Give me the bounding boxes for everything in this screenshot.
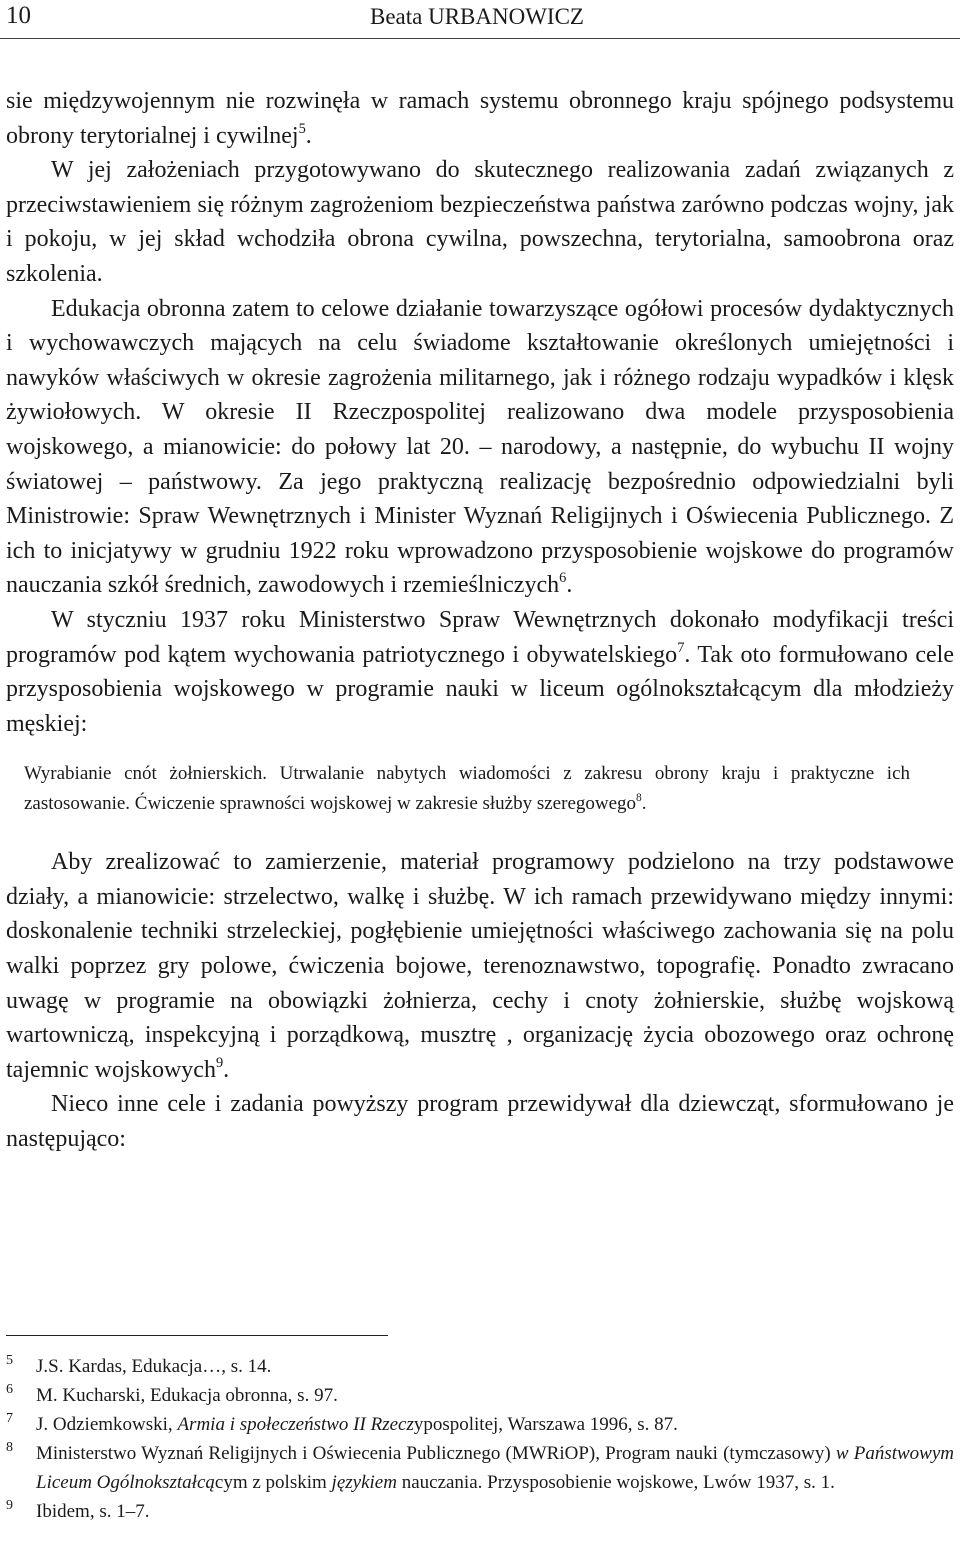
footnote-text-rest: nauczania. Przysposobienie wojskowe, Lwów 1937, s. 1.	[396, 1472, 835, 1493]
footnote-number: 8	[6, 1440, 13, 1455]
footnote-ref-7: 7	[677, 639, 685, 656]
paragraph-1-end: .	[305, 122, 312, 149]
block-quote-text: Wyrabianie cnót żołnierskich. Utrwalanie nabytych wiadomości z zakresu obrony kraju i praktyczne ich zastosowanie. Ćwiczenie sprawności wojskowej w zakresie służby szeregowego	[24, 763, 910, 815]
footnote-7	[6, 1410, 954, 1439]
footnote-text-rest: ypospolitej, Warszawa 1996, s. 87.	[413, 1414, 678, 1435]
paragraph-3-end: .	[566, 572, 573, 599]
paragraph-4	[6, 603, 954, 741]
paragraph-1-text: sie międzywojennym nie rozwinęła w ramach systemu obronnego kraju spójnego podsystemu obrony terytorialnej i cywilnej	[6, 88, 954, 149]
paragraph-2: W jej założeniach przygotowywano do skutecznego realizowania zadań związanych z przeciwstawieniem się różnym zagrożeniom bezpieczeństwa państwa zarówno podczas wojny, jak i pokoju, w jej skład wchodziła obrona cywilna, powszechna, terytorialna, samoobrona oraz szkolenia.	[6, 157, 954, 287]
footnote-number: 9	[6, 1498, 13, 1513]
footnote-text: M. Kucharski, Edukacja obronna, s. 97.	[36, 1385, 338, 1406]
footnote-ref-5: 5	[298, 120, 306, 137]
paragraph-3	[6, 292, 954, 603]
footnotes	[6, 1352, 954, 1526]
footnote-number: 7	[6, 1411, 13, 1426]
block-quote-end: .	[641, 793, 647, 815]
footnote-number: 5	[6, 1353, 13, 1368]
paragraph-5-text: Aby zrealizować to zamierzenie, materiał programowy podzielono na trzy podstawowe działy, a mianowicie: strzelectwo, walkę i służbę. W ich ramach przewidywano między innymi: doskonalenie techniki strzeleckiej, pogłębienie umiejętności właściwego zachowania się na polu walki poprzez gry polowe, ćwiczenia bojowe, terenoznawstwo, topografię. Ponadto zwracano uwagę w programie na obowiązki żołnierza, cechy i cnoty żołnierskie, służbę wojskową wartowniczą, inspekcyjną i porządkową, musztrę , organizację życia obozowego oraz ochronę tajemnic wojskowych	[6, 849, 954, 1083]
footnote-text: Ibidem, s. 1–7.	[36, 1501, 150, 1522]
footnote-italic-title: Armia i społeczeństwo II Rzecz	[177, 1414, 414, 1435]
footnote-ref-9: 9	[215, 1054, 224, 1071]
footnote-5	[6, 1352, 954, 1381]
page-number: 10	[6, 2, 31, 29]
paragraph-4-text: W styczniu 1937 roku Ministerstwo Spraw Wewnętrznych dokonało modyfikacji treści programów pod kątem wychowania patriotycznego i obywatelskiego	[6, 606, 954, 668]
paragraph-1	[6, 84, 954, 153]
footnote-number: 6	[6, 1382, 13, 1397]
footnote-text: Ministerstwo Wyznań Religijnych i Oświecenia Publicznego (MWRiOP), Program nauki (tymczasowy)	[36, 1443, 836, 1464]
footnote-text-mid: cym z polskim	[214, 1472, 332, 1493]
footnote-italic-1: w Państwowym Liceum Ogólnokształcą	[36, 1443, 954, 1493]
paragraph-6: Nieco inne cele i zadania powyższy program przewidywał dla dziewcząt, sformułowano je następująco:	[6, 1091, 954, 1153]
main-text	[6, 84, 954, 1157]
block-quote	[24, 759, 910, 819]
running-header	[0, 0, 960, 39]
footnote-9	[6, 1497, 954, 1526]
footnote-italic-2: językiem	[331, 1472, 397, 1493]
footnote-text: J. Odziemkowski,	[36, 1414, 178, 1435]
footnote-ref-8: 8	[636, 792, 642, 805]
footnote-text: J.S. Kardas, Edukacja…, s. 14.	[36, 1356, 272, 1377]
footnote-8	[6, 1439, 954, 1497]
paragraph-5-end: .	[223, 1056, 230, 1083]
running-header-author: Beata URBANOWICZ	[370, 4, 584, 29]
paragraph-4-end: . Tak oto formułowano cele przysposobienia wojskowego w programie nauki w liceum ogólnokształcącym dla młodzieży męskiej:	[6, 641, 954, 737]
footnote-6	[6, 1381, 954, 1410]
paragraph-5	[6, 845, 954, 1087]
footnote-separator	[6, 1335, 388, 1336]
footnote-ref-6: 6	[559, 570, 567, 587]
paragraph-3-text: Edukacja obronna zatem to celowe działanie towarzyszące ogółowi procesów dydaktycznych i wychowawczych mających na celu świadome kształtowanie określonych umiejętności i nawyków właściwych w okresie zagrożenia militarnego, jak i różnego rodzaju wypadków i klęsk żywiołowych. W okresie II Rzeczpospolitej realizowano dwa modele przysposobienia wojskowego, a mianowicie: do połowy lat 20. – narodowy, a następnie, do wybuchu II wojny światowej – państwowy. Za jego praktyczną realizację bezpośrednio odpowiedzialni byli Ministrowie: Spraw Wewnętrznych i Minister Wyznań Religijnych i Oświecenia Publicznego. Z ich to inicjatywy w grudniu 1922 roku wprowadzono przysposobienie wojskowe do programów nauczania szkół średnich, zawodowych i rzemieślniczych	[6, 295, 954, 599]
